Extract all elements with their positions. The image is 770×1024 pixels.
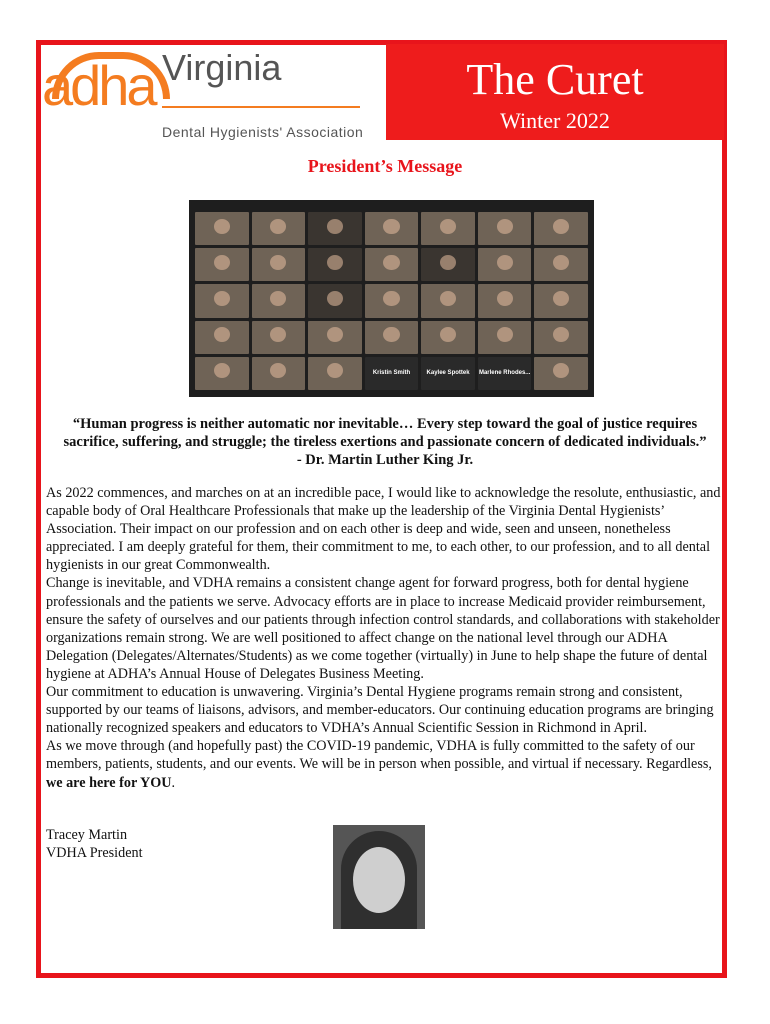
- participant-tile: [252, 321, 306, 354]
- quote-text: “Human progress is neither automatic nor inevitable… Every step toward the goal of justice requires sacrifice, suffering, and struggle; the tireless exertions and passionate concern of dedicated individuals.”: [63, 416, 707, 450]
- signature-title: VDHA President: [46, 845, 143, 861]
- logo-state: Virginia: [162, 47, 282, 88]
- participant-tile: [421, 212, 475, 245]
- participant-tile: [478, 321, 532, 354]
- participant-tile: [308, 212, 362, 245]
- video-call-grid: [195, 212, 588, 390]
- adha-logo-letters: adha: [42, 58, 155, 114]
- video-call-photo: [189, 200, 594, 397]
- emphasis-text: we are here for YOU: [46, 774, 172, 791]
- participant-tile: [365, 284, 419, 317]
- message-body: [46, 484, 722, 792]
- body-paragraph: Change is inevitable, and VDHA remains a consistent change agent for forward progress, both for dental hygiene professionals and the patients we serve. Advocacy efforts are in place to increase Medicaid provider reimbursement, ensure the safety of ourselves and our patients through infection control standards, and collaborations with stakeholder organizations remain strong. We are well positioned to affect change on the national level through our ADHA Delegation (Delegates/Alternates/Students) as we come together (virtually) in June to help shape the future of dental hygiene at ADHA’s Annual House of Delegates Business Meeting.: [46, 575, 720, 682]
- participant-tile: [195, 248, 249, 281]
- newsletter-masthead: [386, 44, 724, 140]
- participant-tile: [252, 248, 306, 281]
- signature: [46, 826, 143, 862]
- participant-tile: [252, 284, 306, 317]
- participant-tile: [365, 248, 419, 281]
- mlk-quote: [44, 415, 726, 469]
- body-paragraph: As 2022 commences, and marches on at an incredible pace, I would like to acknowledge the resolute, enthusiastic, and capable body of Oral Healthcare Professionals that make up the leadership of the Virginia Dental Hygienists’ Association. Their impact on our profession and on each other is deep and wide, seen and unseen, nonetheless appreciated. I am deeply grateful for them, their commitment to me, to each other, to our profession, and to all dental hygienists in our great Commonwealth.: [46, 485, 721, 574]
- participant-tile: [534, 212, 588, 245]
- participant-tile: [365, 321, 419, 354]
- newsletter-issue: Winter 2022: [500, 108, 610, 133]
- vdha-logo: [42, 47, 372, 150]
- signature-name: Tracey Martin: [46, 827, 128, 843]
- participant-name-tile: Kaylee Spottek: [421, 357, 475, 390]
- participant-tile: [308, 357, 362, 390]
- participant-tile: [308, 248, 362, 281]
- body-paragraph: As we move through (and hopefully past) the COVID-19 pandemic, VDHA is fully committed to the safety of our members, patients, students, and our events. We will be in person when possible, and virtual if necessary. Regardless, we are here for YOU.: [46, 738, 712, 791]
- participant-tile: [478, 284, 532, 317]
- participant-tile: [534, 248, 588, 281]
- participant-tile: [308, 284, 362, 317]
- body-paragraph: Our commitment to education is unwavering. Virginia’s Dental Hygiene programs remain strong and consistent, supported by our teams of liaisons, advisors, and member-educators. Our continuing education programs are bringing nationally recognized speakers and educators to VDHA’s Annual Scientific Session in Richmond in April.: [46, 684, 714, 737]
- participant-tile: [365, 212, 419, 245]
- logo-divider: [162, 106, 360, 108]
- logo-subtitle: Dental Hygienists' Association: [162, 124, 364, 140]
- participant-tile: [195, 357, 249, 390]
- participant-tile: [421, 284, 475, 317]
- participant-tile: [534, 357, 588, 390]
- participant-name-tile: Marlene Rhodes...: [478, 357, 532, 390]
- participant-name-tile: Kristin Smith: [365, 357, 419, 390]
- participant-tile: [534, 321, 588, 354]
- participant-tile: [195, 284, 249, 317]
- participant-tile: [478, 248, 532, 281]
- participant-tile: [478, 212, 532, 245]
- newsletter-title: The Curet: [466, 55, 644, 104]
- president-portrait: [333, 825, 425, 929]
- participant-tile: [252, 357, 306, 390]
- participant-tile: [195, 321, 249, 354]
- section-heading: President’s Message: [307, 156, 463, 176]
- participant-tile: [421, 321, 475, 354]
- quote-attribution: - Dr. Martin Luther King Jr.: [296, 452, 474, 468]
- participant-tile: [534, 284, 588, 317]
- participant-tile: [252, 212, 306, 245]
- participant-tile: [421, 248, 475, 281]
- participant-tile: [308, 321, 362, 354]
- participant-tile: [195, 212, 249, 245]
